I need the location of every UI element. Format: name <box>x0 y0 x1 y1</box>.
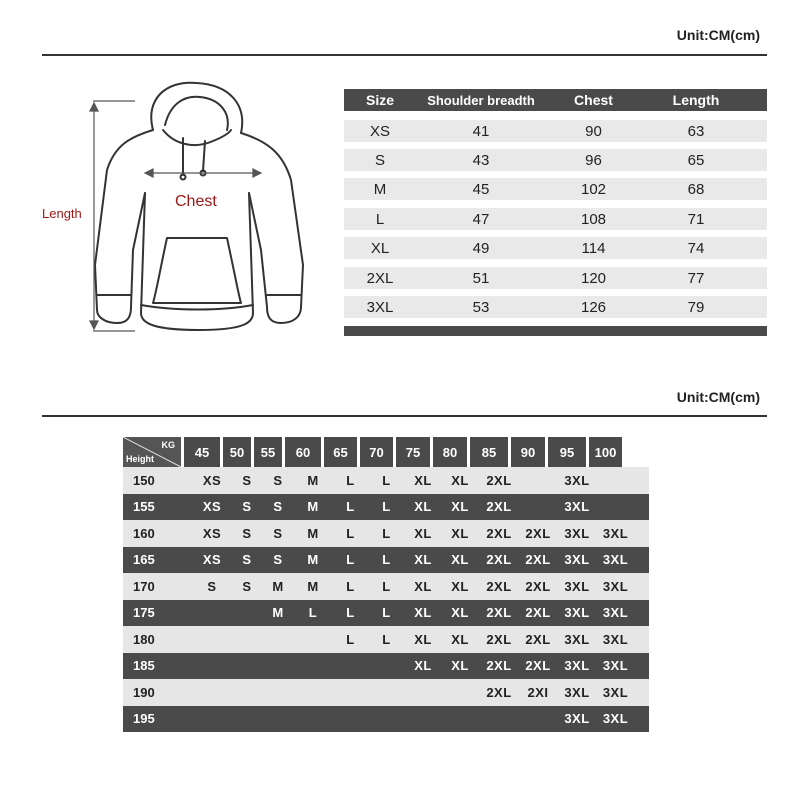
height-value: 170 <box>133 578 155 594</box>
size-recommendation: M <box>307 578 319 594</box>
size-row <box>344 237 767 259</box>
chest-label: Chest <box>175 193 217 210</box>
size-cell-size: M <box>373 180 387 198</box>
size-cell-shoulder: 47 <box>472 210 490 228</box>
size-recommendation: L <box>382 499 391 515</box>
size-recommendation: L <box>382 472 391 488</box>
size-recommendation: XL <box>414 525 432 541</box>
size-recommendation: 2XL <box>486 552 512 568</box>
size-cell-shoulder: 41 <box>472 122 490 140</box>
height-value: 150 <box>133 472 155 488</box>
kg-label: KG <box>161 440 175 450</box>
size-cell-size: S <box>374 151 385 169</box>
size-recommendation: 2XL <box>486 631 512 647</box>
size-recommendation: S <box>242 552 252 568</box>
grid-row <box>123 494 649 521</box>
size-row <box>344 296 767 318</box>
unit-label-top: Unit:CM(cm) <box>676 27 760 43</box>
weight-header-cell: 100 <box>589 437 622 467</box>
grid-row <box>123 600 649 627</box>
size-recommendation: XL <box>414 658 432 674</box>
size-cell-length: 71 <box>687 210 705 228</box>
size-recommendation: S <box>273 499 283 515</box>
size-row <box>344 120 767 142</box>
size-recommendation: 3XL <box>564 658 590 674</box>
size-recommendation: 2XL <box>486 658 512 674</box>
size-cell-chest: 96 <box>585 151 602 169</box>
corner-cell <box>123 437 181 467</box>
weight-header-cell: 45 <box>184 437 220 467</box>
size-recommendation: 2XL <box>525 578 551 594</box>
size-recommendation: 3XL <box>602 578 629 594</box>
size-cell-chest: 90 <box>585 122 602 140</box>
size-recommendation: XL <box>414 499 432 515</box>
size-recommendation: 3XL <box>564 711 590 727</box>
size-cell-shoulder: 53 <box>472 298 490 316</box>
size-recommendation: L <box>346 525 355 541</box>
height-value: 175 <box>133 605 155 621</box>
size-recommendation: 3XL <box>602 552 629 568</box>
header-chest: Chest <box>574 92 613 108</box>
grid-row <box>123 626 649 653</box>
size-recommendation: M <box>307 552 319 568</box>
size-recommendation: 2XL <box>486 499 512 515</box>
size-cell-length: 65 <box>687 151 705 169</box>
grid-row <box>123 653 649 680</box>
weight-header-row <box>123 437 649 467</box>
size-recommendation: XS <box>202 525 222 541</box>
weight-header-cell: 60 <box>285 437 321 467</box>
size-recommendation: 3XL <box>564 552 590 568</box>
hoodie-illustration <box>35 75 335 345</box>
size-recommendation: 3XL <box>602 631 629 647</box>
size-recommendation: 2XL <box>486 684 512 700</box>
size-recommendation: XL <box>451 499 469 515</box>
height-value: 160 <box>133 525 155 541</box>
size-recommendation: 3XL <box>564 631 590 647</box>
size-recommendation: S <box>207 578 217 594</box>
size-recommendation: L <box>346 605 355 621</box>
size-recommendation: M <box>307 472 319 488</box>
size-recommendation: M <box>307 499 319 515</box>
size-cell-chest: 108 <box>580 210 607 228</box>
size-row <box>344 267 767 289</box>
size-cell-length: 68 <box>687 180 705 198</box>
size-recommendation: S <box>273 552 283 568</box>
size-recommendation: 3XL <box>564 578 590 594</box>
size-recommendation: M <box>307 525 319 541</box>
size-recommendation: 2XL <box>525 605 551 621</box>
size-recommendation: 3XL <box>564 472 590 488</box>
size-recommendation: 2XL <box>525 631 551 647</box>
size-recommendation: 2XI <box>527 684 549 700</box>
height-value: 180 <box>133 631 155 647</box>
size-recommendation: XL <box>451 658 469 674</box>
size-cell-chest: 126 <box>580 298 607 316</box>
size-recommendation: 3XL <box>602 684 629 700</box>
size-recommendation: L <box>382 552 391 568</box>
size-recommendation: 2XL <box>525 552 551 568</box>
weight-header-cell: 50 <box>223 437 251 467</box>
size-row <box>344 178 767 200</box>
weight-header-cell: 70 <box>360 437 393 467</box>
size-recommendation: L <box>382 578 391 594</box>
size-recommendation: L <box>346 472 355 488</box>
size-recommendation: XS <box>202 499 222 515</box>
size-recommendation: XS <box>202 552 222 568</box>
grid-row <box>123 679 649 706</box>
size-recommendation: XL <box>414 578 432 594</box>
weight-header-cell: 75 <box>396 437 430 467</box>
size-recommendation: 3XL <box>602 711 629 727</box>
size-recommendation: 2XL <box>525 658 551 674</box>
size-recommendation: 3XL <box>602 525 629 541</box>
size-cell-shoulder: 45 <box>472 180 490 198</box>
size-recommendation: S <box>242 499 252 515</box>
size-cell-length: 79 <box>687 298 705 316</box>
weight-header-cell: 65 <box>324 437 357 467</box>
size-recommendation: M <box>272 578 284 594</box>
size-cell-length: 77 <box>687 269 705 287</box>
size-table-header <box>344 89 767 111</box>
size-recommendation: 2XL <box>486 525 512 541</box>
size-recommendation: 2XL <box>486 472 512 488</box>
header-size: Size <box>365 92 394 108</box>
size-row <box>344 208 767 230</box>
grid-row <box>123 520 649 547</box>
size-recommendation: XL <box>451 605 469 621</box>
height-value: 195 <box>133 711 155 727</box>
grid-row <box>123 573 649 600</box>
size-table-footer <box>344 326 767 336</box>
weight-header-cell: 90 <box>511 437 545 467</box>
weight-grid-body <box>123 467 649 732</box>
header-length: Length <box>672 92 720 108</box>
size-cell-size: XS <box>369 122 390 140</box>
size-cell-length: 74 <box>687 239 705 257</box>
grid-row <box>123 467 649 494</box>
size-cell-shoulder: 49 <box>472 239 490 257</box>
size-cell-size: L <box>375 210 385 228</box>
size-recommendation: S <box>242 578 252 594</box>
size-cell-length: 63 <box>687 122 705 140</box>
size-recommendation: 2XL <box>486 578 512 594</box>
weight-header-cell: 85 <box>470 437 508 467</box>
grid-row <box>123 706 649 733</box>
size-recommendation: S <box>273 472 283 488</box>
weight-header-cell: 80 <box>433 437 467 467</box>
size-cell-size: 2XL <box>366 269 394 287</box>
size-cell-size: 3XL <box>366 298 394 316</box>
size-recommendation: L <box>346 499 355 515</box>
size-recommendation: XL <box>451 525 469 541</box>
size-recommendation: XL <box>451 578 469 594</box>
divider-top <box>42 54 767 56</box>
height-value: 165 <box>133 552 155 568</box>
size-recommendation: L <box>382 525 391 541</box>
size-recommendation: L <box>346 552 355 568</box>
length-label: Length <box>42 206 82 221</box>
size-recommendation: L <box>382 605 391 621</box>
size-recommendation: XL <box>451 472 469 488</box>
size-recommendation: 3XL <box>564 684 590 700</box>
size-recommendation: L <box>346 631 355 647</box>
weight-height-chart <box>123 437 649 732</box>
size-recommendation: XL <box>451 631 469 647</box>
size-recommendation: S <box>242 472 252 488</box>
unit-label-bottom: Unit:CM(cm) <box>676 389 760 405</box>
size-cell-shoulder: 51 <box>472 269 490 287</box>
size-recommendation: S <box>273 525 283 541</box>
size-recommendation: 2XL <box>486 605 512 621</box>
weight-header-cell: 55 <box>254 437 282 467</box>
size-recommendation: 3XL <box>564 499 590 515</box>
height-value: 155 <box>133 499 155 515</box>
size-recommendation: M <box>272 605 284 621</box>
size-recommendation: 3XL <box>602 658 629 674</box>
weight-header-cell: 95 <box>548 437 586 467</box>
size-recommendation: 3XL <box>602 605 629 621</box>
height-label: Height <box>126 454 154 464</box>
size-row <box>344 149 767 171</box>
size-recommendation: 2XL <box>525 525 551 541</box>
height-value: 190 <box>133 684 155 700</box>
size-cell-chest: 120 <box>580 269 607 287</box>
height-value: 185 <box>133 658 155 674</box>
size-recommendation: XL <box>451 552 469 568</box>
size-cell-chest: 102 <box>580 180 607 198</box>
size-recommendation: XL <box>414 605 432 621</box>
size-cell-chest: 114 <box>581 239 606 257</box>
size-recommendation: XL <box>414 552 432 568</box>
size-cell-shoulder: 43 <box>472 151 490 169</box>
size-recommendation: L <box>382 631 391 647</box>
size-recommendation: XS <box>202 472 222 488</box>
size-recommendation: L <box>346 578 355 594</box>
size-cell-size: XL <box>370 239 390 257</box>
size-recommendation: 3XL <box>564 605 590 621</box>
size-recommendation: XL <box>414 631 432 647</box>
size-recommendation: S <box>242 525 252 541</box>
grid-row <box>123 547 649 574</box>
size-recommendation: L <box>308 605 318 621</box>
size-recommendation: 3XL <box>564 525 590 541</box>
size-recommendation: XL <box>414 472 432 488</box>
header-shoulder: Shoulder breadth <box>427 92 535 108</box>
divider-bottom <box>42 415 767 417</box>
